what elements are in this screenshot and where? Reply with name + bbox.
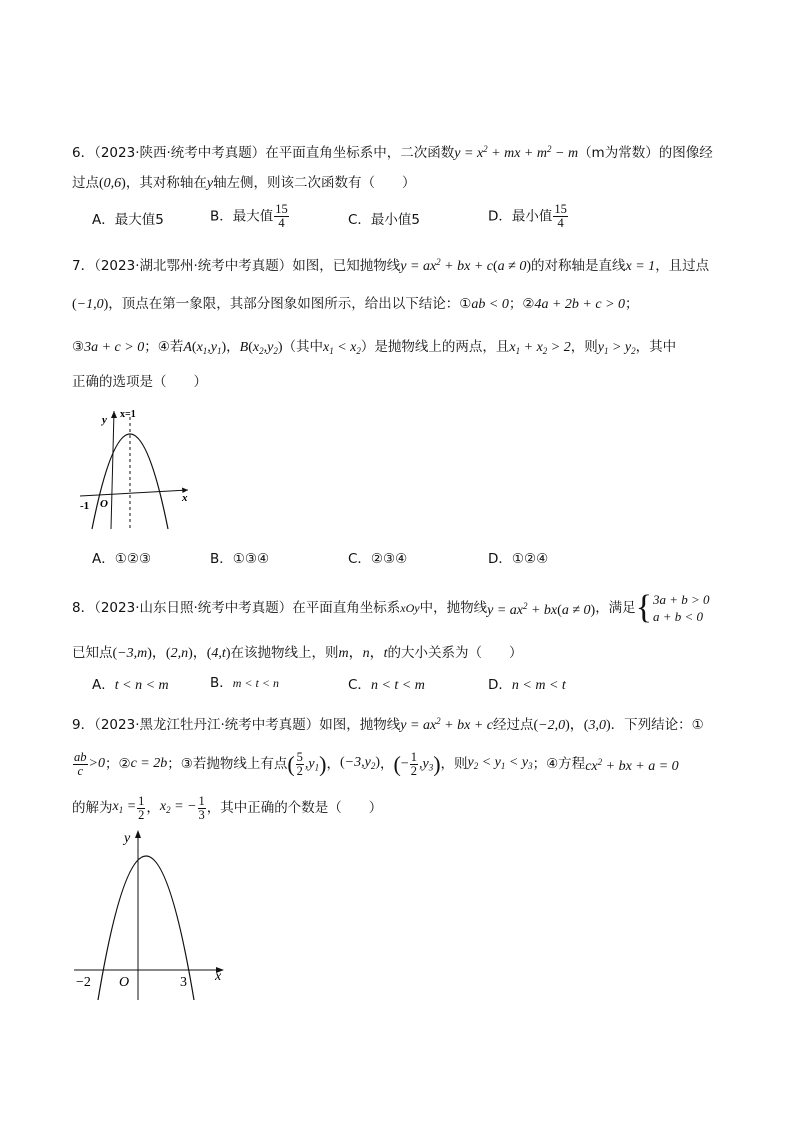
q8-stem-line2 xyxy=(72,643,523,664)
q6-line2-c: 轴左侧，则该二次函数有（ ） xyxy=(213,175,416,191)
q9-c2: c = 2b xyxy=(130,756,168,771)
q7-point-a: $A(x_1,y_1)$ xyxy=(183,340,227,356)
q9-label-origin: O xyxy=(119,975,130,990)
q7-option-d-label: D．①②④ xyxy=(488,551,549,567)
q8-line2-c: 的大小关系为（ ） xyxy=(387,645,523,661)
q6-option-c[interactable] xyxy=(348,210,420,230)
q7-line3-e: ）是抛物线上的两点，且 xyxy=(360,339,510,355)
q7-prefix: 7．（2023·湖北鄂州·统考中考真题）如图，已知抛物线 xyxy=(72,258,401,274)
q8-ineq2: a + b < 0 xyxy=(653,609,704,624)
q9-label-right-root: 3 xyxy=(180,975,187,990)
q8-end: ，满足 xyxy=(595,600,636,616)
q7-line3-d: （其中 xyxy=(282,339,324,355)
q7-option-a-label: A．①②③ xyxy=(92,551,152,567)
q7-c3: 3a + c > 0 xyxy=(84,340,145,355)
q8-prefix: 8．（2023·山东日照·统考中考真题）在平面直角坐标系 xyxy=(72,600,401,616)
q7-c2: 4a + 2b + c > 0 xyxy=(534,297,626,312)
q7-graph xyxy=(72,405,197,535)
q7-line2-c: ； xyxy=(625,296,639,312)
q8-line2-b: 在该抛物线上，则 xyxy=(230,645,339,661)
q8-points: (−3,m)，(2,n)，(4,t) xyxy=(112,646,231,661)
q7-option-b[interactable] xyxy=(210,549,269,569)
q7-option-a[interactable] xyxy=(92,549,151,569)
q9-line2-a: ；② xyxy=(104,756,131,772)
q9-line2-c: ，则 xyxy=(440,756,468,772)
q9-sol1-frac: $\frac{1}{2}$ xyxy=(138,793,145,822)
q6-axis-y: y xyxy=(206,176,214,191)
q9-line3-a: 的解为 xyxy=(72,800,113,816)
q6-m-note: （m为常数）的图像经 xyxy=(578,145,713,161)
q9-c1-frac: $\frac{ab}{c}$ xyxy=(74,749,87,778)
q8-option-a-expr: t < n < m xyxy=(114,678,169,693)
q9-mid: 经过点 xyxy=(492,717,534,733)
q7-option-c-label: C．②③④ xyxy=(348,551,408,567)
q9-stem-line1 xyxy=(72,711,704,736)
q6-stem-line1 xyxy=(72,139,713,164)
q9-equation: $cx^2$ + bx + a = 0 xyxy=(585,756,679,774)
q9-line2-d: ；④方程 xyxy=(532,756,586,772)
q8-option-b-expr: m < t < n xyxy=(232,676,279,690)
q6-frac-d-den: 4 xyxy=(557,216,564,230)
q7-line4: 正确的选项是（ ） xyxy=(72,374,207,390)
q9-line2-b: ；③若抛物线上有点 xyxy=(167,756,288,772)
q6-option-d-label: D．最小值 xyxy=(488,208,553,225)
q7-label-y: y xyxy=(102,414,107,426)
q7-option-b-label: B．①③④ xyxy=(210,551,270,567)
q9-end: ．下列结论：① xyxy=(610,717,704,733)
q9-stem-line2 xyxy=(72,744,679,784)
q7-cond3: $y_1 > y_2$ xyxy=(597,340,636,356)
q7-line3-c: ， xyxy=(226,339,240,355)
q7-stem-line3 xyxy=(72,337,676,361)
q9-comma3: ， xyxy=(146,800,160,816)
q8-option-c-label: C． xyxy=(348,677,371,693)
q9-sol1: $x_1$ = xyxy=(112,798,137,815)
q7-function: $y = ax^2$ + bx + c(a ≠ 0) xyxy=(400,257,532,274)
q7-line2-b: ；② xyxy=(508,296,535,312)
q6-function: $y = x^2$ + mx + $m^2 - m$ xyxy=(454,144,579,161)
q7-label-x: x xyxy=(182,492,188,504)
q6-stem-line2 xyxy=(72,173,416,194)
q9-function: $y = ax^2$ + bx + c xyxy=(400,716,493,733)
q7-line3-b: ；④若 xyxy=(144,339,184,355)
q9-graph xyxy=(72,822,232,1002)
q6-option-b[interactable] xyxy=(210,203,290,230)
q9-comma1: ， xyxy=(326,756,340,772)
q8-option-a-label: A． xyxy=(92,677,115,693)
q7-option-c[interactable] xyxy=(348,549,407,569)
q8-option-d[interactable] xyxy=(488,675,566,696)
q8-option-b-label: B． xyxy=(210,675,233,691)
q6-frac-d-num: 15 xyxy=(554,202,567,216)
q8-stem-line1 xyxy=(72,588,710,628)
q6-line2-a: 过点 xyxy=(72,175,99,191)
q7-x-axis xyxy=(80,490,188,496)
q7-mid: 的对称轴是直线 xyxy=(531,258,626,274)
q9-comma2: ， xyxy=(379,756,394,772)
q6-frac-b-den: 4 xyxy=(278,216,285,230)
q7-option-d[interactable] xyxy=(488,549,548,569)
q7-point-b: $B(x_2,y_2)$ xyxy=(239,340,283,356)
q7-c1: ab < 0 xyxy=(471,297,509,312)
q8-system xyxy=(636,591,710,625)
q7-point: (−1,0) xyxy=(72,297,109,312)
q9-sol2: $x_2$ = − xyxy=(159,798,197,815)
q7-stem-line1 xyxy=(72,252,709,277)
q7-line2-a: ，顶点在第一象限，其部分图象如图所示，给出以下结论：① xyxy=(108,296,472,312)
q6-frac-b-num: 15 xyxy=(275,202,288,216)
q9-y-arrow xyxy=(135,830,141,838)
q7-y-arrow xyxy=(111,411,117,418)
q6-line2-b: ，其对称轴在 xyxy=(125,175,207,191)
q7-stem-line4 xyxy=(72,372,207,392)
q9-point2: $(-3,y_2)$ xyxy=(339,754,380,771)
q7-y-axis xyxy=(111,411,114,529)
q7-label-root: -1 xyxy=(80,500,90,512)
q6-option-a-label: A．最大值5 xyxy=(92,212,164,228)
q9-prefix: 9．（2023·黑龙江牡丹江·统考中考真题）如图，抛物线 xyxy=(72,717,401,733)
q9-points: (−2,0)，(3,0) xyxy=(533,718,611,733)
q9-label-y: y xyxy=(124,831,131,846)
q7-line3-f: ，则 xyxy=(570,339,598,355)
q6-option-c-label: C．最小值5 xyxy=(348,212,421,228)
q7-cond2: $x_1 + x_2 > 2$ xyxy=(509,340,571,356)
q8-brace: { xyxy=(635,589,653,626)
q8-ineq1: 3a + b > 0 xyxy=(653,592,710,607)
q9-c3: $y_2 < y_1 < y_3$ xyxy=(467,754,533,771)
q9-c1: >0 xyxy=(88,756,105,771)
q6-prefix: 6．（2023·陕西·统考中考真题）在平面直角坐标系中，二次函数 xyxy=(72,145,455,161)
q7-line3-a: ③ xyxy=(72,339,85,355)
q9-sol2-frac: $\frac{1}{3}$ xyxy=(198,793,205,822)
q9-line3-b: ，其中正确的个数是（ ） xyxy=(206,800,383,816)
q6-fraction-b xyxy=(274,203,289,230)
q9-label-x: x xyxy=(215,969,222,984)
q8-option-c-expr: n < t < m xyxy=(370,678,425,693)
q7-stem-line2 xyxy=(72,294,639,315)
q6-point: (0,6) xyxy=(99,176,126,191)
q8-option-c[interactable] xyxy=(348,675,425,696)
q8-vars: m，n，t xyxy=(338,646,388,661)
q8-line2-a: 已知点 xyxy=(72,645,113,661)
q6-option-b-label: B．最大值 xyxy=(210,208,274,225)
q9-point1: ( $\frac{5}{2}$ $,y_1$) xyxy=(287,749,327,778)
q9-label-left-root: −2 xyxy=(76,975,91,990)
q7-cond1: $x_1 < x_2$ xyxy=(323,340,361,356)
q8-function: $y = ax^2 + bx(a \ne 0)$ xyxy=(487,600,596,618)
q8-mid: 中，抛物线 xyxy=(419,600,488,616)
q8-option-d-label: D． xyxy=(488,677,512,693)
q7-label-origin: O xyxy=(100,498,108,510)
q7-line3-g: ，其中 xyxy=(635,339,677,355)
q7-label-sym: x=1 xyxy=(120,409,136,420)
q8-option-d-expr: n < m < t xyxy=(511,678,566,693)
q6-option-a[interactable] xyxy=(92,210,164,230)
q7-sym-line: x = 1 xyxy=(625,259,656,274)
q8-option-b[interactable] xyxy=(210,673,279,693)
q9-point3: (− $\frac{1}{2}$ $,y_3$) xyxy=(393,749,441,778)
q6-option-d[interactable] xyxy=(488,203,569,230)
q7-end: ，且过点 xyxy=(655,258,710,274)
q6-fraction-d xyxy=(553,203,568,230)
q8-option-a[interactable] xyxy=(92,675,169,696)
q8-coord-system: xOy xyxy=(400,601,420,615)
q9-stem-line3 xyxy=(72,790,382,826)
